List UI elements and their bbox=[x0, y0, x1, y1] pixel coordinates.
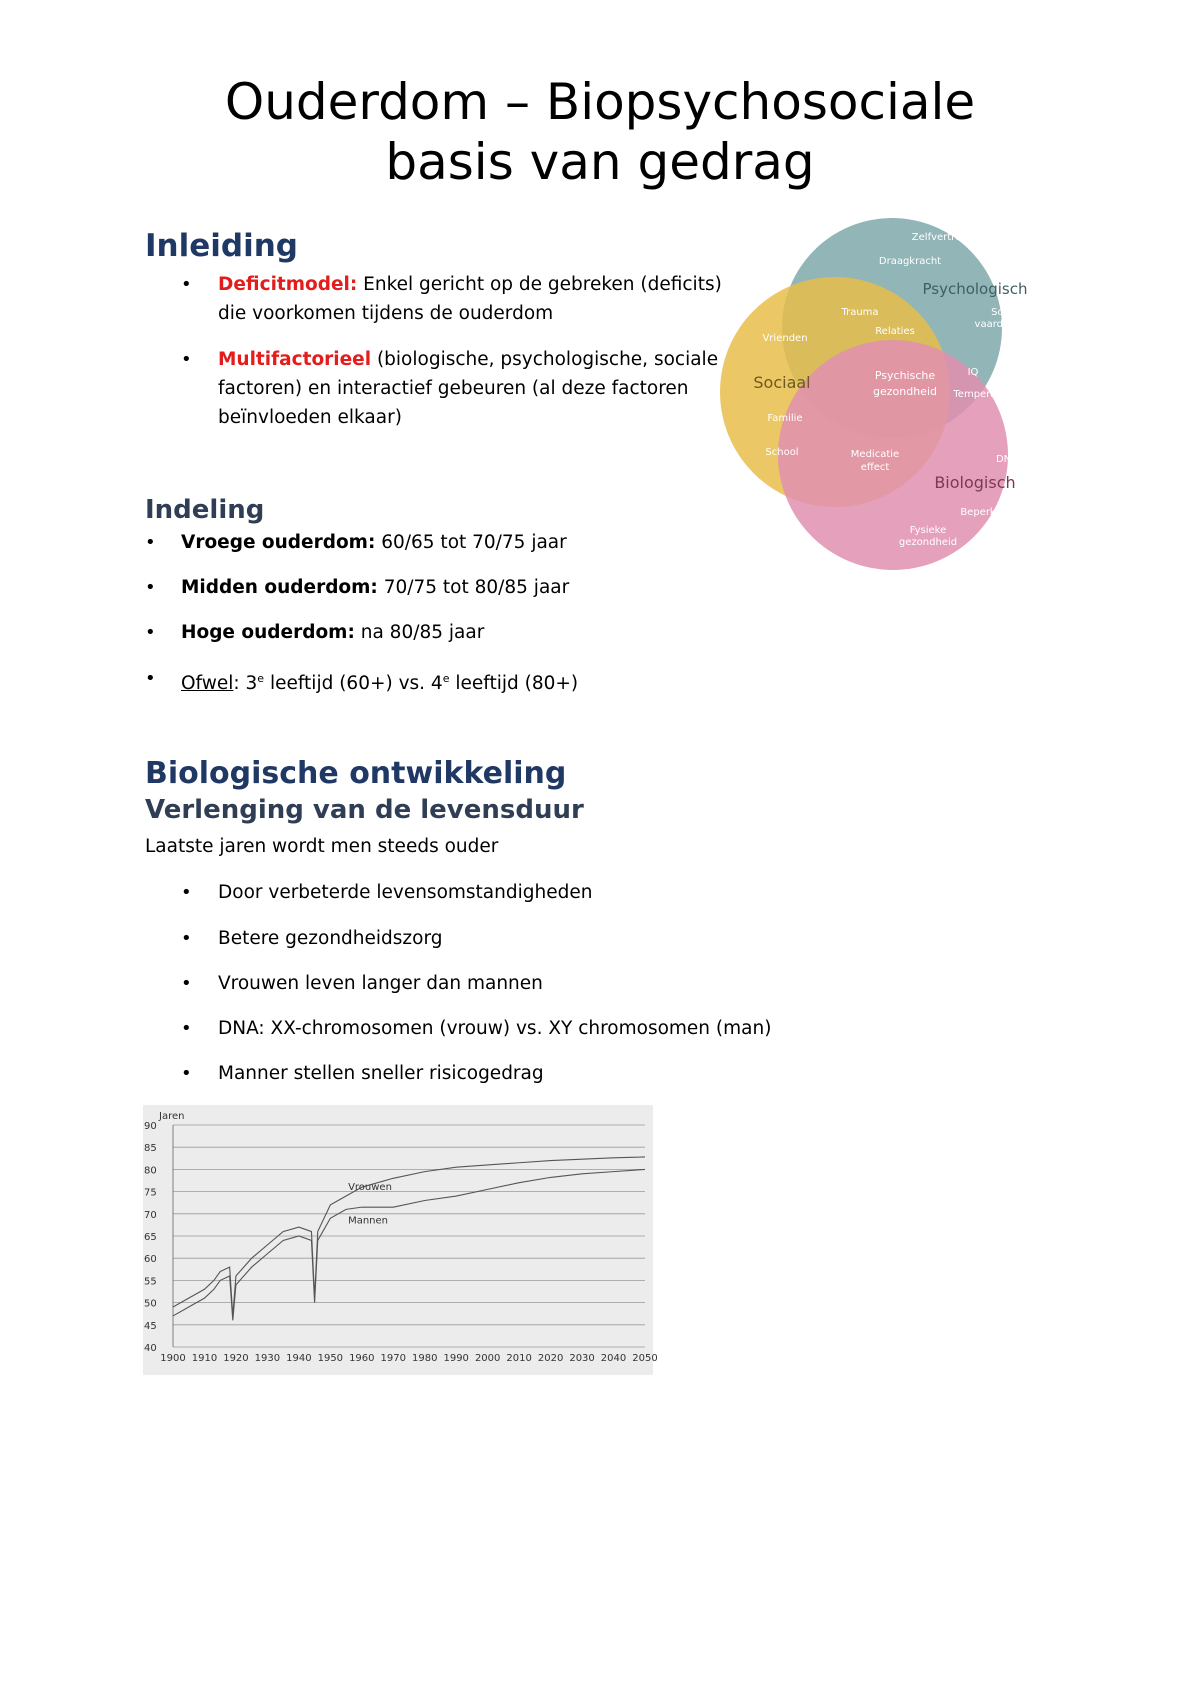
word-fysieke: Fysieke bbox=[909, 525, 947, 536]
subheading-verlenging: Verlenging van de levensduur bbox=[145, 795, 584, 825]
y-tick-label: 45 bbox=[144, 1320, 157, 1332]
list-item-text: Vrouwen leven langer dan mannen bbox=[218, 973, 543, 994]
heading-inleiding: Inleiding bbox=[145, 228, 298, 264]
x-tick-label: 2050 bbox=[632, 1353, 658, 1364]
term-label: Midden ouderdom: bbox=[181, 577, 378, 598]
y-tick-label: 60 bbox=[144, 1254, 157, 1266]
term-text-line3: beïnvloeden elkaar) bbox=[218, 407, 402, 428]
superscript: e bbox=[442, 672, 450, 685]
term-label: Deficitmodel: bbox=[218, 274, 358, 295]
word-iq: IQ bbox=[967, 367, 979, 378]
x-tick-label: 1940 bbox=[286, 1353, 312, 1364]
bullet-icon: • bbox=[181, 1018, 192, 1039]
word-beperkingen: Beperkingen bbox=[960, 507, 1024, 518]
series-label: Vrouwen bbox=[348, 1182, 392, 1194]
term-text: 70/75 tot 80/85 jaar bbox=[377, 577, 570, 598]
list-item-text: Door verbeterde levensomstandigheden bbox=[218, 882, 593, 903]
x-tick-label: 1910 bbox=[191, 1353, 218, 1364]
list-item-text: Betere gezondheidszorg bbox=[218, 928, 443, 949]
list-item-text bbox=[181, 618, 484, 647]
x-tick-label: 1990 bbox=[443, 1353, 469, 1364]
list-item-text: Manner stellen sneller risicogedrag bbox=[218, 1063, 544, 1084]
term-text: leeftijd (80+) bbox=[449, 673, 579, 695]
word-school: School bbox=[765, 447, 799, 458]
x-tick-label: 2040 bbox=[600, 1353, 627, 1364]
x-tick-label: 1950 bbox=[317, 1353, 344, 1364]
x-tick-label: 2000 bbox=[474, 1353, 501, 1364]
y-tick-label: 90 bbox=[144, 1121, 157, 1132]
venn-diagram bbox=[720, 210, 1070, 580]
word-dna: DNA bbox=[995, 454, 1019, 465]
term-label: Hoge ouderdom: bbox=[181, 622, 355, 643]
y-tick-label: 65 bbox=[144, 1232, 157, 1243]
y-tick-label: 40 bbox=[144, 1343, 157, 1354]
term-text: : 3 bbox=[233, 673, 258, 695]
page-title-line2: basis van gedrag bbox=[385, 133, 815, 191]
word-trauma: Trauma bbox=[841, 307, 879, 318]
list-item-text bbox=[181, 528, 567, 557]
term-label: Multifactorieel bbox=[218, 349, 372, 370]
term-text: leeftijd (60+) vs. 4 bbox=[264, 673, 443, 695]
word-medicatie: Medicatie bbox=[850, 449, 900, 460]
intro-text: Laatste jaren wordt men steeds ouder bbox=[145, 836, 499, 857]
title-biologisch: Biologisch bbox=[934, 473, 1016, 492]
y-tick-label: 75 bbox=[144, 1187, 157, 1199]
bullet-icon: • bbox=[181, 1063, 192, 1084]
bullet-icon: • bbox=[181, 973, 192, 994]
y-axis-label: Jaren bbox=[159, 1111, 185, 1122]
y-tick-label: 80 bbox=[144, 1165, 157, 1177]
word-zelfvertrouwen: Zelfvertrouwen bbox=[911, 232, 989, 243]
y-tick-label: 70 bbox=[144, 1209, 157, 1221]
word-gezondheid: gezondheid bbox=[898, 537, 958, 548]
series-label: Mannen bbox=[348, 1215, 388, 1227]
x-tick-label: 2020 bbox=[537, 1353, 564, 1364]
term-text-line2: die voorkomen tijdens de ouderdom bbox=[218, 303, 554, 324]
x-tick-label: 2030 bbox=[569, 1353, 595, 1364]
bullet-icon: • bbox=[145, 532, 156, 553]
x-tick-label: 2010 bbox=[506, 1353, 532, 1364]
page-title bbox=[0, 72, 1200, 192]
bullet-icon: • bbox=[181, 274, 192, 295]
bullet-icon: • bbox=[145, 668, 156, 689]
bullet-icon: • bbox=[181, 882, 192, 903]
title-psychologisch: Psychologisch bbox=[922, 280, 1028, 298]
x-tick-label: 1920 bbox=[223, 1353, 249, 1364]
heading-biologische-ontwikkeling: Biologische ontwikkeling bbox=[145, 756, 567, 791]
chart-background bbox=[143, 1105, 653, 1375]
bullet-icon: • bbox=[145, 577, 156, 598]
x-tick-label: 1930 bbox=[254, 1353, 281, 1364]
superscript: e bbox=[257, 672, 265, 685]
bullet-icon: • bbox=[181, 349, 192, 370]
word-relaties: Relaties bbox=[875, 326, 915, 337]
heading-indeling: Indeling bbox=[145, 495, 265, 525]
x-tick-label: 1970 bbox=[380, 1353, 406, 1364]
list-item-text bbox=[181, 573, 569, 602]
bullet-icon: • bbox=[145, 622, 156, 643]
term-text: na 80/85 jaar bbox=[354, 622, 485, 643]
bullet-icon: • bbox=[181, 928, 192, 949]
center-gezondheid: gezondheid bbox=[873, 385, 937, 398]
page-title-line1: Ouderdom – Biopsychosociale bbox=[224, 73, 976, 131]
x-tick-label: 1900 bbox=[160, 1353, 186, 1364]
list-item-text bbox=[218, 270, 722, 299]
title-sociaal: Sociaal bbox=[753, 373, 811, 392]
list-item-text: DNA: XX-chromosomen (vrouw) vs. XY chromosomen (man) bbox=[218, 1018, 772, 1039]
term-label: Vroege ouderdom: bbox=[181, 532, 376, 553]
x-tick-label: 1980 bbox=[412, 1353, 438, 1364]
word-sociale: Sociale bbox=[991, 307, 1027, 318]
term-text: 60/65 tot 70/75 jaar bbox=[375, 532, 567, 553]
word-familie: Familie bbox=[767, 413, 803, 424]
list-item-text bbox=[218, 345, 718, 374]
y-tick-label: 50 bbox=[144, 1298, 157, 1310]
word-vrienden: Vrienden bbox=[762, 333, 808, 344]
word-temperament: Temperament bbox=[953, 389, 1023, 400]
term-text: (biologische, psychologische, sociale bbox=[371, 349, 719, 370]
word-effect: effect bbox=[860, 462, 890, 473]
center-psychische: Psychische bbox=[874, 369, 936, 382]
word-vaardigheden: vaardigheden bbox=[974, 319, 1044, 330]
term-text-line2: factoren) en interactief gebeuren (al deze factoren bbox=[218, 378, 689, 399]
life-expectancy-chart bbox=[143, 1105, 658, 1375]
x-tick-label: 1960 bbox=[349, 1353, 375, 1364]
term-text: Enkel gericht op de gebreken (deficits) bbox=[357, 274, 722, 295]
y-tick-label: 85 bbox=[144, 1143, 157, 1155]
word-draagkracht: Draagkracht bbox=[878, 256, 942, 267]
y-tick-label: 55 bbox=[144, 1276, 157, 1288]
list-item-text bbox=[181, 664, 578, 698]
term-label: Ofwel bbox=[181, 673, 234, 695]
